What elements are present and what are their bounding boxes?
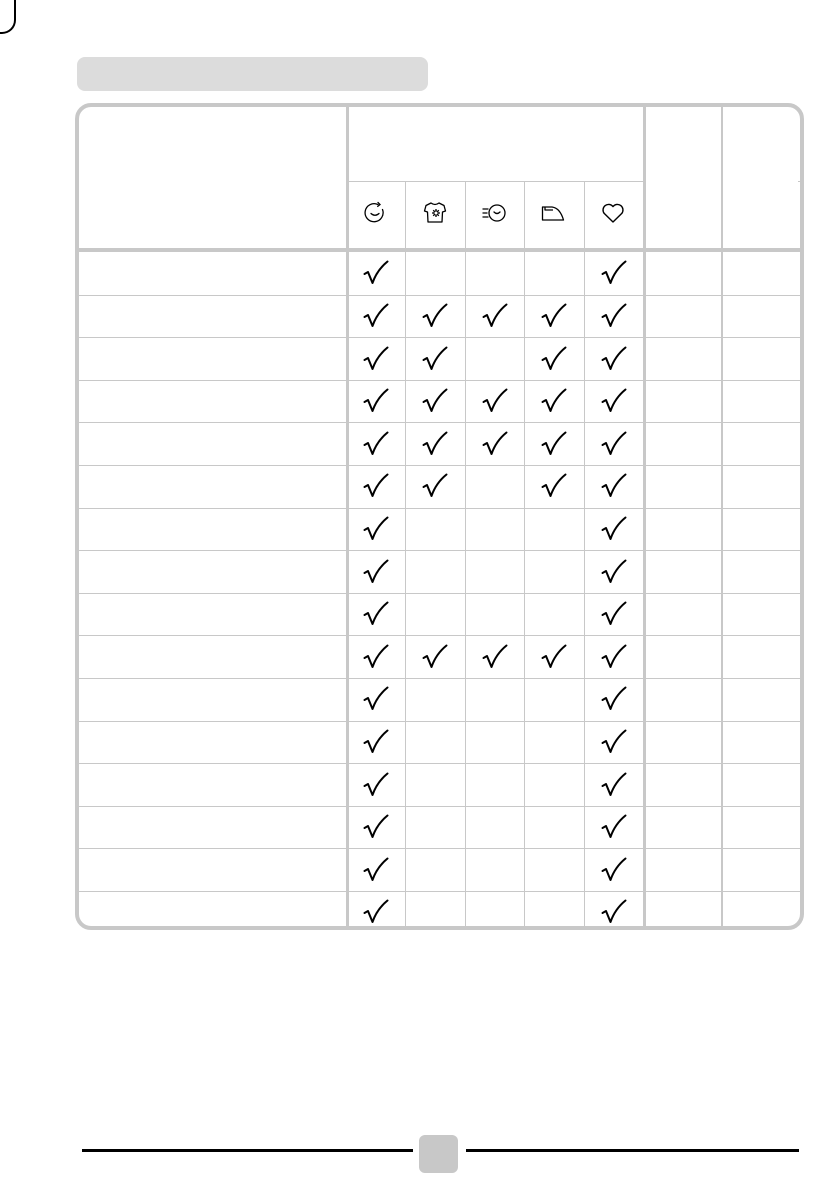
- check-mark-icon: [363, 473, 389, 499]
- check-mark-icon: [363, 601, 389, 627]
- check-mark-icon: [541, 346, 567, 372]
- row-divider: [77, 508, 802, 509]
- check-mark-icon: [601, 899, 627, 925]
- page-number-badge: [419, 1135, 458, 1173]
- check-mark-icon: [601, 857, 627, 883]
- check-mark-icon: [363, 644, 389, 670]
- check-mark-icon: [541, 644, 567, 670]
- check-mark-icon: [363, 260, 389, 286]
- footer-rule-left: [82, 1149, 413, 1152]
- check-mark-icon: [541, 431, 567, 457]
- option-col-divider: [465, 181, 466, 928]
- check-mark-icon: [363, 431, 389, 457]
- check-mark-icon: [422, 346, 448, 372]
- check-mark-icon: [601, 303, 627, 329]
- check-mark-icon: [422, 644, 448, 670]
- check-mark-icon: [601, 346, 627, 372]
- check-mark-icon: [422, 303, 448, 329]
- check-mark-icon: [541, 303, 567, 329]
- check-mark-icon: [541, 388, 567, 414]
- row-divider: [77, 465, 802, 466]
- quick-wash-icon: [482, 201, 506, 225]
- check-mark-icon: [363, 814, 389, 840]
- row-divider: [77, 721, 802, 722]
- option-col-divider: [524, 181, 525, 928]
- section-title-bar: [77, 57, 428, 91]
- check-mark-icon: [482, 431, 508, 457]
- stain-shirt-icon: [423, 201, 447, 225]
- check-mark-icon: [363, 729, 389, 755]
- row-divider: [77, 422, 802, 423]
- check-mark-icon: [601, 516, 627, 542]
- check-mark-icon: [601, 559, 627, 585]
- check-mark-icon: [482, 303, 508, 329]
- check-mark-icon: [482, 644, 508, 670]
- check-mark-icon: [363, 346, 389, 372]
- check-mark-icon: [541, 473, 567, 499]
- crop-mark: [0, 0, 16, 34]
- check-mark-icon: [601, 431, 627, 457]
- check-mark-icon: [363, 303, 389, 329]
- check-mark-icon: [363, 899, 389, 925]
- col-divider: [346, 105, 349, 928]
- check-mark-icon: [601, 473, 627, 499]
- check-mark-icon: [363, 772, 389, 798]
- check-mark-icon: [363, 516, 389, 542]
- check-mark-icon: [601, 729, 627, 755]
- favourite-heart-icon: [601, 201, 625, 225]
- check-mark-icon: [601, 260, 627, 286]
- check-mark-icon: [422, 388, 448, 414]
- check-mark-icon: [363, 388, 389, 414]
- col-divider: [643, 105, 646, 928]
- edge-stub: [798, 181, 802, 182]
- check-mark-icon: [601, 686, 627, 712]
- row-divider: [77, 380, 802, 381]
- check-mark-icon: [363, 686, 389, 712]
- row-divider: [77, 763, 802, 764]
- check-mark-icon: [482, 388, 508, 414]
- check-mark-icon: [601, 601, 627, 627]
- footer-rule-right: [466, 1149, 799, 1152]
- option-col-divider: [405, 181, 406, 928]
- row-divider: [77, 806, 802, 807]
- row-divider: [77, 593, 802, 594]
- col-divider: [721, 105, 723, 928]
- row-divider: [77, 678, 802, 679]
- row-divider: [77, 295, 802, 296]
- row-divider: [77, 891, 802, 892]
- row-divider: [77, 550, 802, 551]
- check-mark-icon: [363, 559, 389, 585]
- subheader-divider: [346, 181, 643, 182]
- easy-iron-icon: [541, 201, 565, 225]
- header-divider: [77, 248, 802, 252]
- check-mark-icon: [601, 814, 627, 840]
- check-mark-icon: [363, 857, 389, 883]
- check-mark-icon: [601, 644, 627, 670]
- row-divider: [77, 635, 802, 636]
- row-divider: [77, 848, 802, 849]
- check-mark-icon: [601, 772, 627, 798]
- check-mark-icon: [422, 473, 448, 499]
- check-mark-icon: [601, 388, 627, 414]
- row-divider: [77, 337, 802, 338]
- option-col-divider: [584, 181, 585, 928]
- check-mark-icon: [422, 431, 448, 457]
- delay-start-icon: [363, 201, 387, 225]
